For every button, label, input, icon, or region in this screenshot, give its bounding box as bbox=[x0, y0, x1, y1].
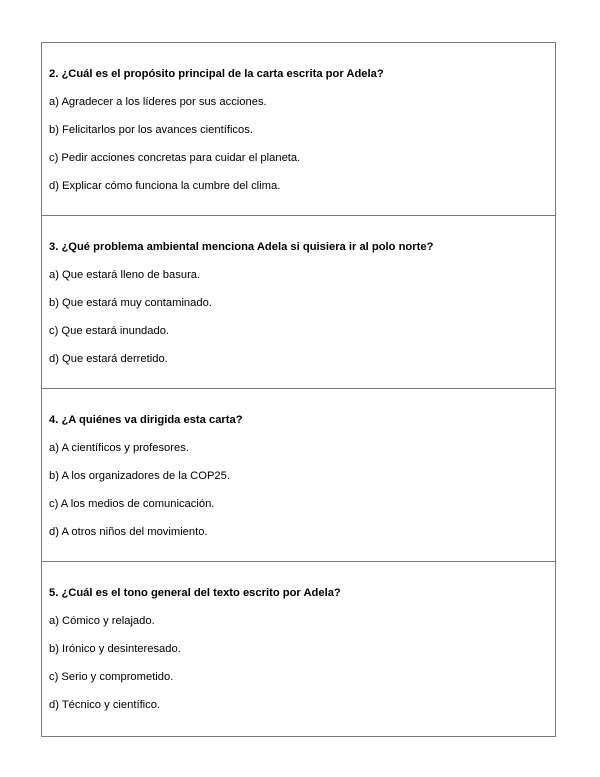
question-block-3 bbox=[42, 216, 555, 389]
option-c: c) Serio y comprometido. bbox=[49, 671, 174, 683]
question-block-2 bbox=[42, 43, 555, 216]
question-sheet bbox=[41, 42, 556, 737]
question-block-4 bbox=[42, 389, 555, 562]
option-a: a) A científicos y profesores. bbox=[49, 442, 189, 454]
option-c: c) Que estará inundado. bbox=[49, 325, 170, 337]
option-b: b) A los organizadores de la COP25. bbox=[49, 470, 230, 482]
option-b: b) Que estará muy contaminado. bbox=[49, 297, 212, 309]
question-title: 5. ¿Cuál es el tono general del texto escrito por Adela? bbox=[49, 587, 341, 599]
option-c: c) A los medios de comunicación. bbox=[49, 498, 215, 510]
option-a: a) Agradecer a los líderes por sus acciones. bbox=[49, 96, 267, 108]
question-block-5 bbox=[42, 562, 555, 736]
option-a: a) Cómico y relajado. bbox=[49, 615, 155, 627]
option-b: b) Felicitarlos por los avances científicos. bbox=[49, 124, 253, 136]
question-title: 3. ¿Qué problema ambiental menciona Adela si quisiera ir al polo norte? bbox=[49, 241, 434, 253]
option-d: d) A otros niños del movimiento. bbox=[49, 526, 208, 538]
question-title: 4. ¿A quiénes va dirigida esta carta? bbox=[49, 414, 243, 426]
question-title: 2. ¿Cuál es el propósito principal de la carta escrita por Adela? bbox=[49, 68, 384, 80]
option-d: d) Explicar cómo funciona la cumbre del clima. bbox=[49, 180, 281, 192]
option-d: d) Que estará derretido. bbox=[49, 353, 168, 365]
option-b: b) Irónico y desinteresado. bbox=[49, 643, 181, 655]
option-d: d) Técnico y científico. bbox=[49, 699, 161, 711]
option-c: c) Pedir acciones concretas para cuidar el planeta. bbox=[49, 152, 301, 164]
option-a: a) Que estará lleno de basura. bbox=[49, 269, 201, 281]
